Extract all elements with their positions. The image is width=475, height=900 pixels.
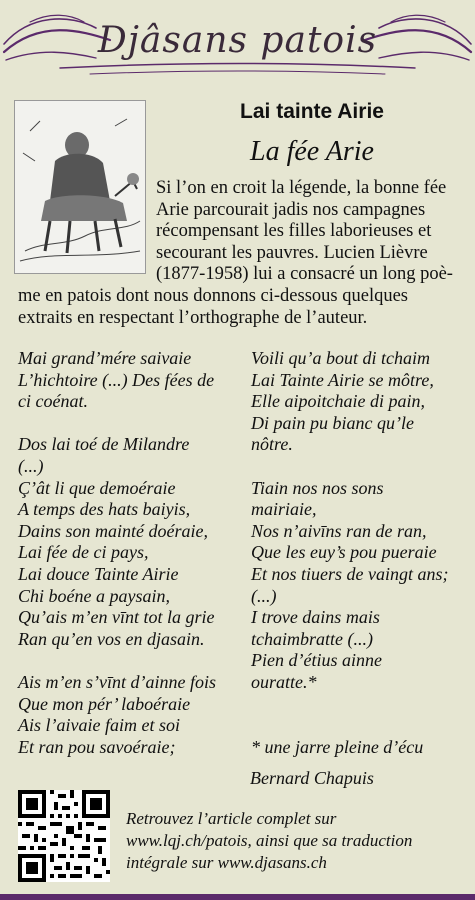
poem-line: Voili qu’a bout di tchaim (251, 348, 430, 368)
footer-line-link[interactable]: intégrale sur www.djasans.ch (126, 853, 327, 872)
stanza-break (251, 456, 466, 478)
poem-line: Lai douce Tainte Airie (18, 563, 179, 584)
header-banner (0, 0, 475, 82)
poem-line: Dains son mainté doéraie, (18, 520, 208, 541)
poem-line: Nos n’aivīns ran de ran, (251, 520, 427, 541)
stanza-break (251, 694, 466, 716)
poem-line: Lai Tainte Airie se môtre, (251, 369, 434, 390)
poem-line: Ais l’aivaie faim et soi (18, 715, 180, 736)
bottom-divider (0, 894, 475, 900)
poem-line: Que les euy’s pou pueraie (251, 542, 437, 563)
poem-line: Ran qu’en vos en djasain. (18, 628, 205, 649)
poem-line: Dos lai toé de Milandre (18, 434, 190, 455)
poem-line: ouratte.* (251, 671, 317, 692)
intro-line: me en patois dont nous donnons ci-dessous quelques (18, 286, 408, 306)
poem-line: L’hichtoire (...) Des fées de (18, 369, 215, 390)
poem-line: Tiain nos nos sons (251, 477, 384, 498)
intro-line: récompensant les filles laborieuses et (156, 221, 432, 242)
poem-line: Pien d’étius ainne (251, 650, 382, 671)
poem-line: (...) (251, 585, 277, 606)
intro-paragraph-full (18, 286, 464, 329)
poem-line: mairiaie, (251, 499, 317, 520)
poem-line: A temps des hats baiyis, (18, 499, 191, 520)
stanza-break (18, 413, 233, 435)
poem-line: Ç’ât li que demoéraie (18, 477, 176, 498)
poem-line: Qu’ais m’en vīnt tot la grie (18, 607, 215, 628)
poem-line: Lai fée de ci pays, (18, 542, 149, 563)
poem-line: Mai grand’mére saivaie (18, 348, 192, 368)
poem-line: nôtre. (251, 434, 293, 455)
poem-line: Elle aipoitchaie di pain, (251, 391, 425, 412)
poem-line: I trove dains mais (251, 607, 380, 628)
poem-line: Que mon pér’ laboéraie (18, 693, 191, 714)
poem-line: tchaimbratte (...) (251, 628, 373, 649)
fairy-illustration (14, 100, 146, 274)
stanza-break (251, 715, 466, 737)
intro-line: (1877-1958) lui a consacré un long poè- (156, 264, 453, 285)
article-subtitle: La fée Arie (250, 136, 374, 167)
poem-line: Ais m’en s’vīnt d’ainne fois (18, 671, 216, 692)
poem-line: (...) (18, 455, 44, 476)
intro-paragraph-right (156, 178, 460, 286)
poem-line: Di pain pu bianc qu’le (251, 412, 414, 433)
poem-column-right (251, 348, 466, 758)
poem-line: Chi boéne a paysain, (18, 585, 170, 606)
intro-line: Arie parcourait jadis nos campagnes (156, 199, 426, 220)
stanza-break (18, 650, 233, 672)
poem-line: Et nos tiuers de vaingt ans; (251, 563, 449, 584)
intro-line: Si l’on en croit la légende, la bonne fée (156, 178, 447, 198)
footer-links (126, 808, 466, 874)
footer-line-link[interactable]: www.lqj.ch/patois, ainsi que sa traduction (126, 831, 413, 850)
intro-line: secourant les pauvres. Lucien Lièvre (156, 242, 428, 263)
qr-code-icon[interactable] (18, 790, 110, 882)
author-signature: Bernard Chapuis (250, 768, 374, 788)
poem-column-left (18, 348, 233, 758)
footnote: * une jarre pleine d’écu (251, 736, 424, 757)
poem-line: Et ran pou savoéraie; (18, 736, 176, 757)
intro-line: extraits en respectant l’orthographe de l’auteur. (18, 307, 368, 328)
masthead-title: Djâsans patois (97, 20, 378, 61)
poem-line: ci coénat. (18, 391, 88, 412)
article-title: Lai tainte Airie (240, 100, 384, 123)
footer-line: Retrouvez l’article complet sur (126, 809, 337, 828)
